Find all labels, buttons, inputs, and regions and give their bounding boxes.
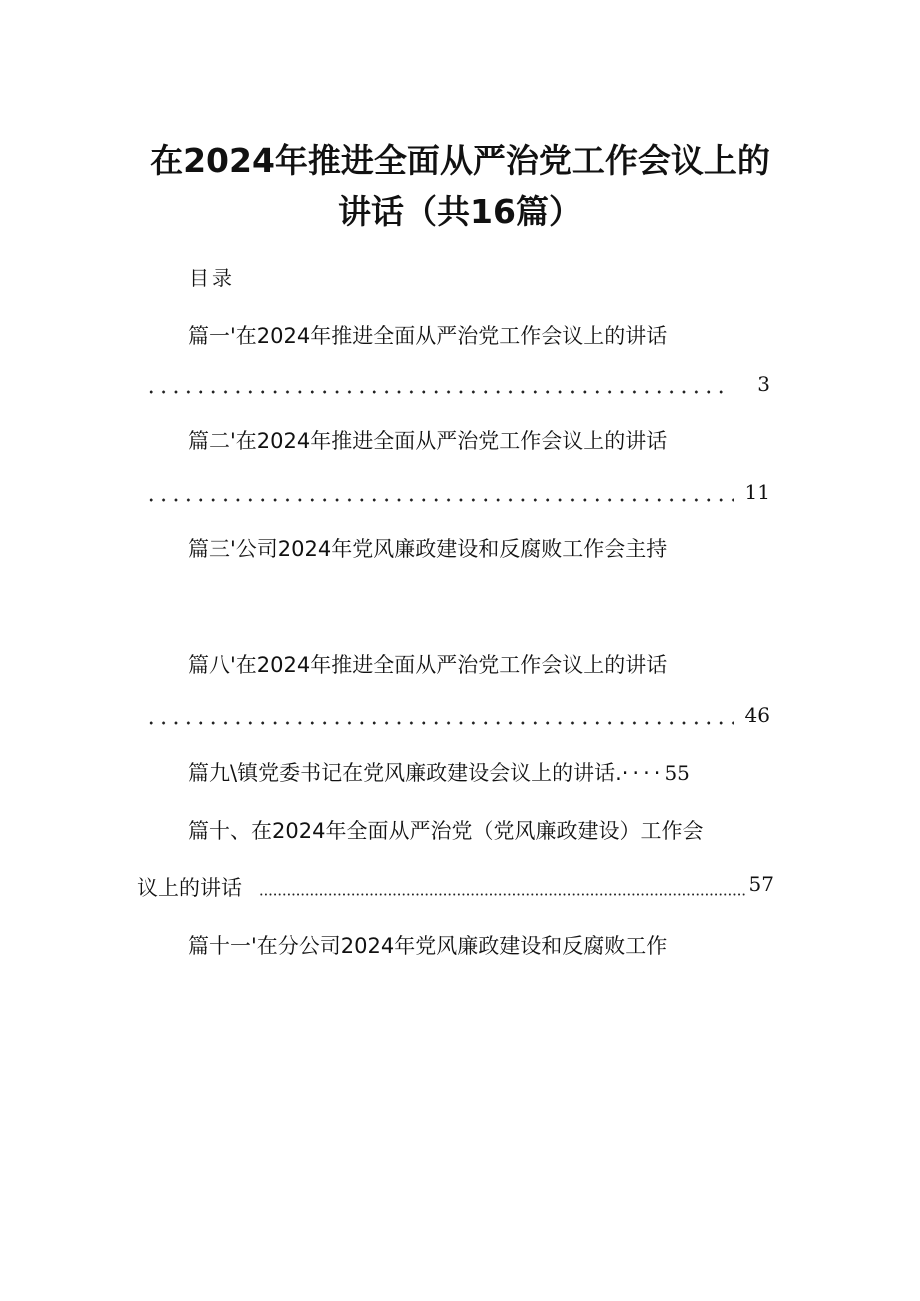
toc-entry-1-leader xyxy=(140,372,770,400)
dot-leader xyxy=(145,390,726,394)
toc-entry-9-page: 55 xyxy=(664,761,690,785)
toc-entry-2-page: 11 xyxy=(744,480,770,504)
dot-leader xyxy=(145,498,734,502)
toc-entry-10-continuation xyxy=(137,872,774,900)
toc-entry-9-dots: ···· xyxy=(621,761,665,785)
toc-entry-1[interactable]: 篇一'在2024年推进全面从严治党工作会议上的讲话 xyxy=(188,324,668,348)
toc-entry-10-page: 57 xyxy=(748,872,774,896)
toc-entry-3[interactable]: 篇三'公司2024年党风廉政建设和反腐败工作会主持 xyxy=(188,537,668,561)
toc-entry-8[interactable]: 篇八'在2024年推进全面从严治党工作会议上的讲话 xyxy=(188,653,668,677)
document-title-line-1: 在2024年推进全面从严治党工作会议上的 xyxy=(150,141,770,180)
toc-entry-11[interactable]: 篇十一'在分公司2024年党风廉政建设和反腐败工作 xyxy=(188,934,668,958)
toc-entry-9-label: 篇九\镇党委书记在党风廉政建设会议上的讲话. xyxy=(188,761,622,785)
toc-entry-2[interactable]: 篇二'在2024年推进全面从严治党工作会议上的讲话 xyxy=(188,429,668,453)
dot-leader xyxy=(145,721,734,725)
toc-entry-9[interactable] xyxy=(188,757,690,787)
toc-entry-10[interactable]: 篇十、在2024年全面从严治党（党风廉政建设）工作会 xyxy=(188,819,704,843)
document-title-line-2: 讲话（共16篇） xyxy=(338,192,582,231)
toc-entry-8-leader xyxy=(140,703,770,731)
toc-entry-8-page: 46 xyxy=(744,703,770,727)
toc-entry-1-page: 3 xyxy=(757,372,770,396)
toc-entry-2-leader xyxy=(140,480,770,508)
toc-heading: 目录 xyxy=(189,266,235,290)
dot-leader xyxy=(259,893,746,896)
toc-entry-10-continuation-text: 议上的讲话 xyxy=(137,876,242,900)
